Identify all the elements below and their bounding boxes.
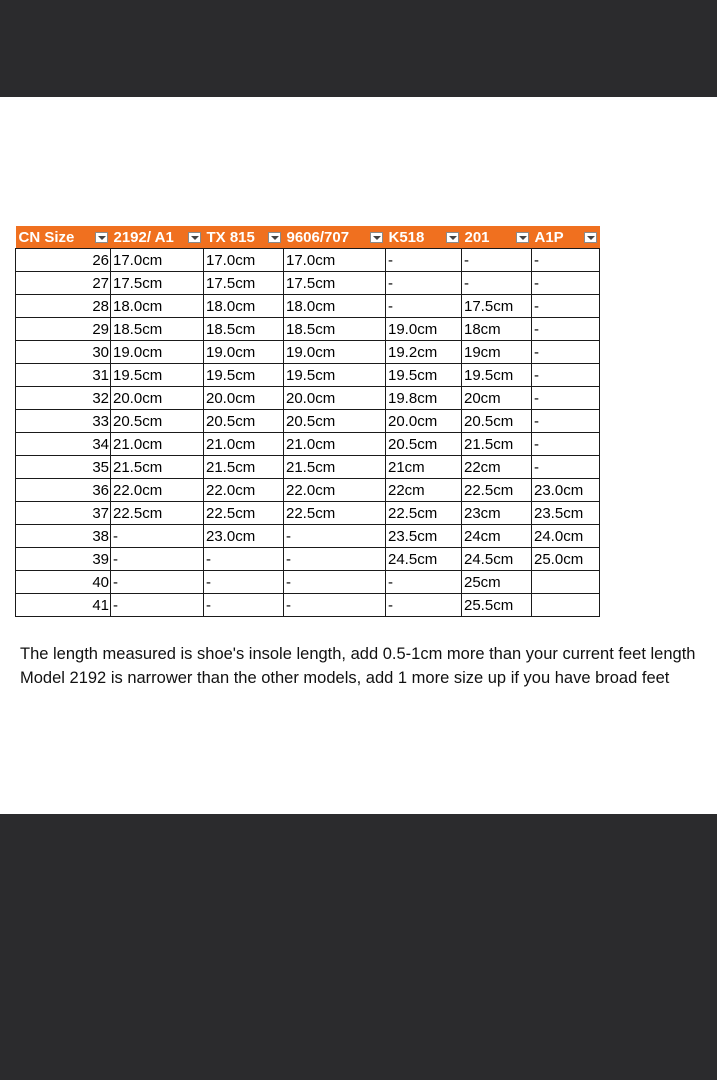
length-cell: 21.5cm — [462, 433, 532, 456]
length-cell: - — [532, 364, 600, 387]
column-header-label: 2192/ A1 — [113, 228, 174, 246]
size-cell: 29 — [16, 318, 111, 341]
filter-dropdown-icon[interactable] — [584, 232, 597, 243]
table-row — [16, 410, 600, 433]
length-cell: 19.0cm — [284, 341, 386, 364]
length-cell: - — [532, 295, 600, 318]
length-cell: - — [284, 525, 386, 548]
table-row — [16, 548, 600, 571]
length-cell: 22.0cm — [111, 479, 204, 502]
length-cell: 18cm — [462, 318, 532, 341]
length-cell: 21.0cm — [284, 433, 386, 456]
note-insole-length: The length measured is shoe's insole length, add 0.5-1cm more than your current feet length — [20, 645, 696, 663]
length-cell: 22.5cm — [204, 502, 284, 525]
note-model-2192: Model 2192 is narrower than the other models, add 1 more size up if you have broad feet — [20, 669, 670, 687]
length-cell: 18.0cm — [111, 295, 204, 318]
table-row — [16, 272, 600, 295]
size-cell: 37 — [16, 502, 111, 525]
length-cell: 23.0cm — [204, 525, 284, 548]
table-row — [16, 594, 600, 617]
length-cell: - — [462, 272, 532, 295]
length-cell: 19.0cm — [386, 318, 462, 341]
length-cell: 19.5cm — [284, 364, 386, 387]
size-cell: 34 — [16, 433, 111, 456]
length-cell: 22cm — [386, 479, 462, 502]
filter-dropdown-icon[interactable] — [370, 232, 383, 243]
table-row — [16, 433, 600, 456]
table-row — [16, 456, 600, 479]
length-cell: 20.0cm — [386, 410, 462, 433]
length-cell: 20.5cm — [111, 410, 204, 433]
size-cell: 36 — [16, 479, 111, 502]
length-cell: 18.0cm — [204, 295, 284, 318]
column-header-label: K518 — [388, 228, 425, 246]
length-cell: - — [386, 295, 462, 318]
length-cell: 21cm — [386, 456, 462, 479]
length-cell: - — [284, 548, 386, 571]
size-cell: 33 — [16, 410, 111, 433]
length-cell: 25cm — [462, 571, 532, 594]
size-cell: 41 — [16, 594, 111, 617]
length-cell: 21.5cm — [204, 456, 284, 479]
length-cell: 21.0cm — [111, 433, 204, 456]
length-cell: 19cm — [462, 341, 532, 364]
length-cell: 18.0cm — [284, 295, 386, 318]
column-header — [532, 226, 600, 249]
length-cell: 19.0cm — [204, 341, 284, 364]
length-cell: 19.5cm — [111, 364, 204, 387]
notes — [20, 642, 710, 690]
length-cell: 20.0cm — [204, 387, 284, 410]
length-cell: 21.5cm — [111, 456, 204, 479]
length-cell: 17.0cm — [284, 249, 386, 272]
length-cell: 24cm — [462, 525, 532, 548]
length-cell: 18.5cm — [111, 318, 204, 341]
size-cell: 38 — [16, 525, 111, 548]
length-cell: 23cm — [462, 502, 532, 525]
length-cell: 18.5cm — [284, 318, 386, 341]
length-cell: - — [532, 341, 600, 364]
column-header — [462, 226, 532, 249]
table-row — [16, 525, 600, 548]
length-cell: 20.0cm — [111, 387, 204, 410]
length-cell: 20cm — [462, 387, 532, 410]
length-cell: 22.5cm — [462, 479, 532, 502]
length-cell: 17.0cm — [111, 249, 204, 272]
length-cell: 20.0cm — [284, 387, 386, 410]
length-cell: - — [532, 272, 600, 295]
column-header — [284, 226, 386, 249]
length-cell: 22cm — [462, 456, 532, 479]
length-cell: - — [284, 571, 386, 594]
table-row — [16, 479, 600, 502]
length-cell: 22.0cm — [284, 479, 386, 502]
filter-dropdown-icon[interactable] — [268, 232, 281, 243]
filter-dropdown-icon[interactable] — [188, 232, 201, 243]
length-cell: 19.0cm — [111, 341, 204, 364]
length-cell: 25.0cm — [532, 548, 600, 571]
size-cell: 39 — [16, 548, 111, 571]
length-cell: - — [386, 249, 462, 272]
size-cell: 31 — [16, 364, 111, 387]
length-cell: 22.5cm — [284, 502, 386, 525]
length-cell: - — [532, 387, 600, 410]
length-cell: 22.0cm — [204, 479, 284, 502]
length-cell: - — [111, 571, 204, 594]
length-cell: 19.5cm — [204, 364, 284, 387]
table-row — [16, 295, 600, 318]
length-cell: 18.5cm — [204, 318, 284, 341]
length-cell: 19.5cm — [386, 364, 462, 387]
length-cell: - — [532, 433, 600, 456]
table-row — [16, 341, 600, 364]
column-header — [386, 226, 462, 249]
length-cell: 23.5cm — [386, 525, 462, 548]
column-header-label: TX 815 — [206, 228, 255, 246]
size-cell: 30 — [16, 341, 111, 364]
length-cell: 25.5cm — [462, 594, 532, 617]
top-dark-bar — [0, 0, 717, 97]
length-cell: - — [386, 272, 462, 295]
column-header — [111, 226, 204, 249]
column-header — [204, 226, 284, 249]
length-cell: 23.0cm — [532, 479, 600, 502]
length-cell: 19.5cm — [462, 364, 532, 387]
column-header-label: 9606/707 — [286, 228, 350, 246]
length-cell: - — [111, 594, 204, 617]
length-cell: - — [532, 318, 600, 341]
size-cell: 27 — [16, 272, 111, 295]
table-body — [16, 249, 600, 617]
length-cell: - — [111, 525, 204, 548]
bottom-dark-bar — [0, 814, 717, 1080]
length-cell: 24.5cm — [462, 548, 532, 571]
length-cell — [532, 594, 600, 617]
size-cell: 35 — [16, 456, 111, 479]
table-row — [16, 571, 600, 594]
table-row — [16, 387, 600, 410]
size-chart — [15, 226, 600, 617]
size-cell: 32 — [16, 387, 111, 410]
length-cell: 24.5cm — [386, 548, 462, 571]
length-cell: - — [204, 594, 284, 617]
length-cell: 21.0cm — [204, 433, 284, 456]
length-cell: 24.0cm — [532, 525, 600, 548]
length-cell: 19.8cm — [386, 387, 462, 410]
column-header — [16, 226, 111, 249]
length-cell: 22.5cm — [111, 502, 204, 525]
size-cell: 26 — [16, 249, 111, 272]
length-cell: 22.5cm — [386, 502, 462, 525]
filter-dropdown-icon[interactable] — [95, 232, 108, 243]
length-cell: - — [532, 410, 600, 433]
length-cell: 17.0cm — [204, 249, 284, 272]
column-header-label: CN Size — [18, 228, 75, 246]
length-cell: 20.5cm — [204, 410, 284, 433]
length-cell: - — [284, 594, 386, 617]
length-cell: - — [532, 249, 600, 272]
table-row — [16, 502, 600, 525]
size-table — [15, 226, 600, 617]
size-cell: 40 — [16, 571, 111, 594]
length-cell: - — [111, 548, 204, 571]
column-header-label: 201 — [464, 228, 490, 246]
length-cell: 19.2cm — [386, 341, 462, 364]
table-row — [16, 364, 600, 387]
column-header-label: A1P — [534, 228, 564, 246]
length-cell: 17.5cm — [204, 272, 284, 295]
filter-dropdown-icon[interactable] — [516, 232, 529, 243]
length-cell: 17.5cm — [462, 295, 532, 318]
length-cell: - — [204, 548, 284, 571]
length-cell: 17.5cm — [284, 272, 386, 295]
size-cell: 28 — [16, 295, 111, 318]
length-cell: 21.5cm — [284, 456, 386, 479]
length-cell: - — [462, 249, 532, 272]
length-cell: 20.5cm — [462, 410, 532, 433]
length-cell: 23.5cm — [532, 502, 600, 525]
length-cell: - — [386, 571, 462, 594]
length-cell: - — [386, 594, 462, 617]
filter-dropdown-icon[interactable] — [446, 232, 459, 243]
length-cell: 20.5cm — [284, 410, 386, 433]
length-cell: 20.5cm — [386, 433, 462, 456]
table-row — [16, 249, 600, 272]
length-cell: - — [532, 456, 600, 479]
table-row — [16, 318, 600, 341]
length-cell: - — [204, 571, 284, 594]
header-row — [16, 226, 600, 249]
length-cell: 17.5cm — [111, 272, 204, 295]
length-cell — [532, 571, 600, 594]
